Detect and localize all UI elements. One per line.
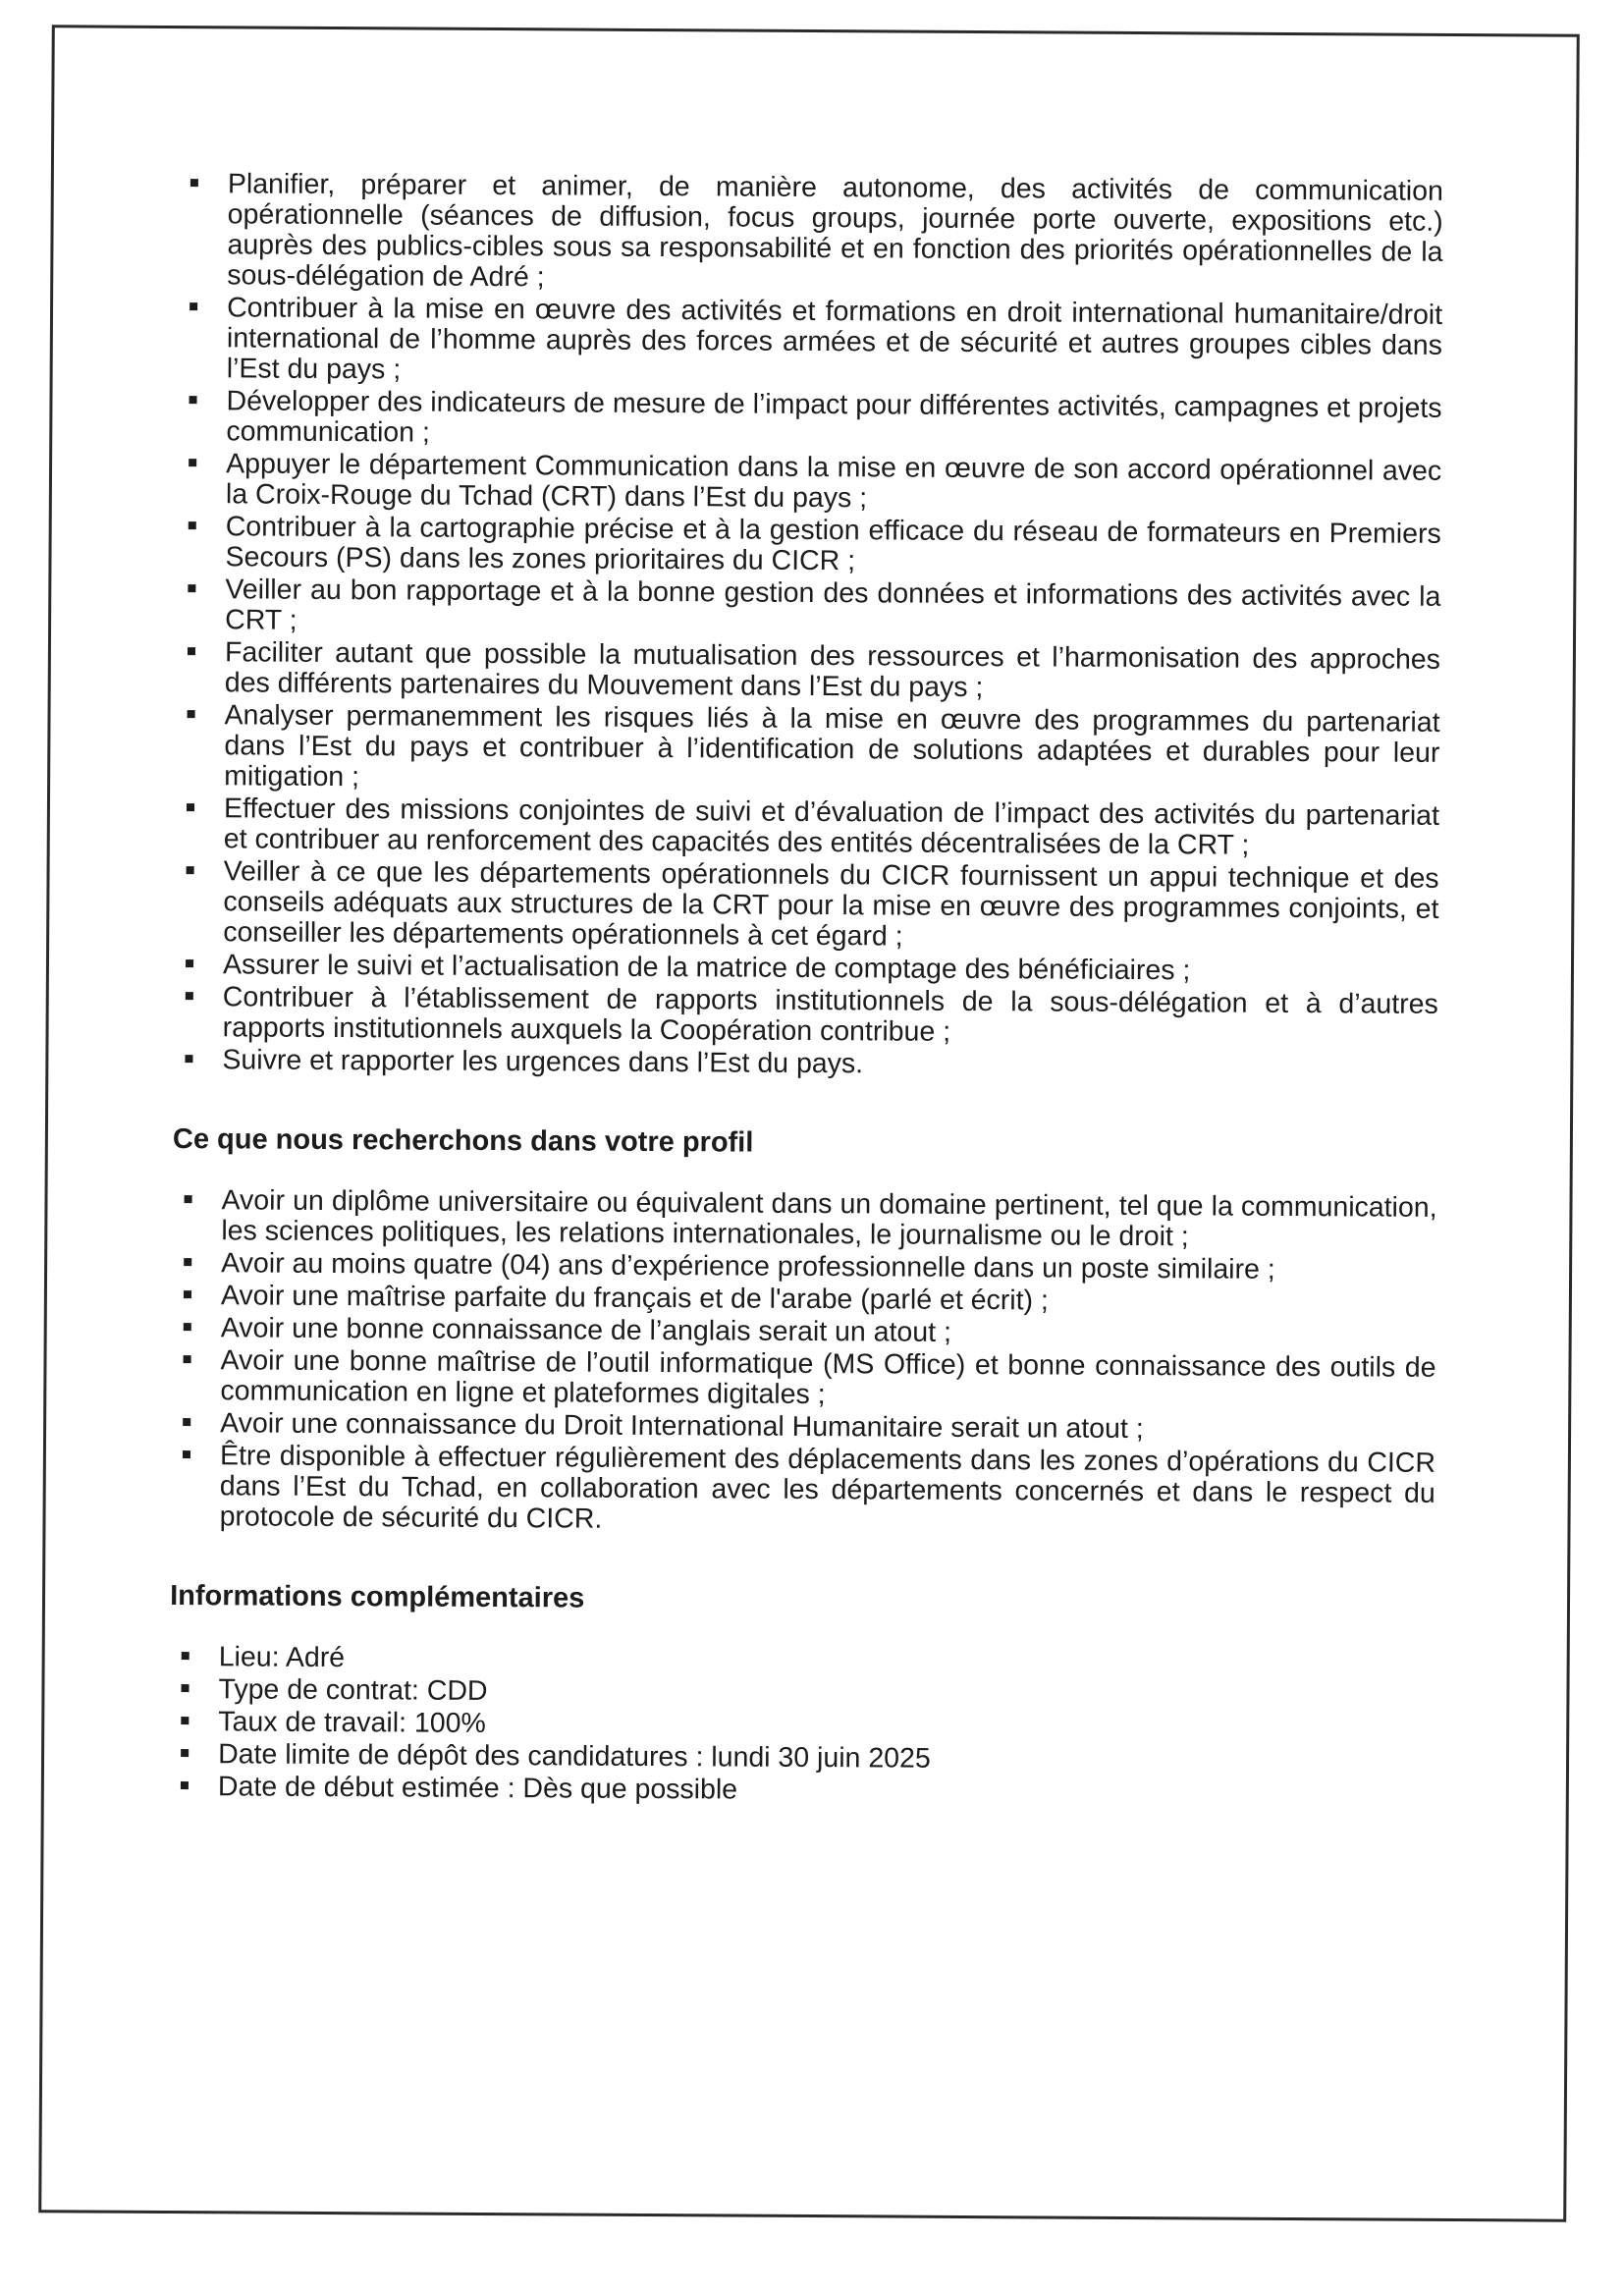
list-item: Faciliter autant que possible la mutualisation des ressources et l’harmonisation des approches des différents partenaires du Mouvement dans l’Est du pays ; <box>174 637 1440 706</box>
square-bullet-icon <box>188 710 195 718</box>
list-item: Avoir une maîtrise parfaite du français et de l'arabe (parlé et écrit) ; <box>170 1281 1436 1319</box>
profile-requirements-list <box>169 1185 1437 1540</box>
square-bullet-icon <box>186 992 193 1000</box>
square-bullet-icon <box>187 866 194 874</box>
document-body <box>167 169 1443 1812</box>
list-item: Contribuer à la cartographie précise et à la gestion efficace du réseau de formateurs en Premiers Secours (PS) dans les zones prioritaires du CICR ; <box>174 512 1440 580</box>
list-item: Type de contrat: CDD <box>167 1674 1434 1713</box>
square-bullet-icon <box>181 1717 189 1724</box>
list-item: Avoir un diplôme universitaire ou équivalent dans un domaine pertinent, tel que la communication, les sciences politiques, les relations internationales, le journalisme ou le droit ; <box>170 1185 1436 1254</box>
square-bullet-icon <box>182 1684 189 1692</box>
square-bullet-icon <box>181 1781 189 1789</box>
square-bullet-icon <box>189 302 197 310</box>
list-item: Avoir une connaissance du Droit International Humanitaire serait un atout ; <box>169 1408 1435 1447</box>
square-bullet-icon <box>184 1258 191 1266</box>
list-item: Taux de travail: 100% <box>167 1707 1434 1745</box>
list-item: Date de début estimée : Dès que possible <box>167 1772 1434 1810</box>
list-item: Contribuer à l’établissement de rapports institutionnels de la sous-délégation et à d’autres rapports institutionnels auxquels la Coopération contribue ; <box>172 982 1438 1051</box>
list-item: Effectuer des missions conjointes de suivi et d’évaluation de l’impact des activités du partenariat et contribuer au renforcement des capacités des entités décentralisées de la CRT ; <box>173 793 1439 862</box>
square-bullet-icon <box>184 1290 191 1298</box>
square-bullet-icon <box>183 1450 190 1458</box>
square-bullet-icon <box>189 459 196 466</box>
list-item: Veiller à ce que les départements opérationnels du CICR fournissent un appui technique et des conseils adéquats aux structures de la CRT pour la mise en œuvre des programmes conjoints, et conseiller les départements opérationnels à cet égard ; <box>172 856 1439 956</box>
responsibilities-list <box>171 169 1443 1083</box>
list-item: Développer des indicateurs de mesure de l’impact pour différentes activités, campagnes et projets communication ; <box>175 386 1441 455</box>
square-bullet-icon <box>188 647 195 655</box>
square-bullet-icon <box>185 1195 192 1203</box>
square-bullet-icon <box>187 803 194 811</box>
square-bullet-icon <box>189 521 196 529</box>
list-item: Avoir une bonne connaissance de l’anglais serait un atout ; <box>170 1313 1436 1351</box>
square-bullet-icon <box>189 396 197 404</box>
profile-section-title: Ce que nous recherchons dans votre profil <box>172 1122 754 1159</box>
square-bullet-icon <box>182 1652 189 1660</box>
list-item: Contribuer à la mise en œuvre des activités et formations en droit international humanitaire/droit international de l’homme auprès des forces armées et de sécurité et autres groupes cibles dans l’Est du pays ; <box>176 293 1443 392</box>
square-bullet-icon <box>181 1749 189 1757</box>
list-item: Appuyer le département Communication dans la mise en œuvre de son accord opérationnel avec la Croix-Rouge du Tchad (CRT) dans l’Est du pays ; <box>175 449 1441 518</box>
list-item: Assurer le suivi et l’actualisation de la matrice de comptage des bénéficiaires ; <box>172 950 1438 988</box>
list-item: Avoir une bonne maîtrise de l’outil informatique (MS Office) et bonne connaissance des outils de communication en ligne et plateformes digitales ; <box>169 1345 1435 1414</box>
square-bullet-icon <box>186 959 193 967</box>
square-bullet-icon <box>188 584 195 592</box>
list-item: Suivre et rapporter les urgences dans l’Est du pays. <box>171 1045 1437 1083</box>
square-bullet-icon <box>185 1055 192 1063</box>
square-bullet-icon <box>190 179 198 187</box>
list-item: Être disponible à effectuer régulièrement des déplacements dans les zones d’opérations du CICR dans l’Est du Tchad, en collaboration avec les départements concernés et dans le respect du protocole de sécurité du CICR. <box>169 1441 1436 1540</box>
list-item: Planifier, préparer et animer, de manière autonome, des activités de communication opérationnelle (séances de diffusion, focus groups, journée porte ouverte, expositions etc.) auprès des publics-cibles sous sa responsabilité et en fonction des priorités opérationnelles de la sous-délégation de Adré ; <box>176 169 1443 299</box>
list-item: Lieu: Adré <box>168 1642 1435 1680</box>
list-item: Date limite de dépôt des candidatures : lundi 30 juin 2025 <box>167 1739 1434 1777</box>
square-bullet-icon <box>184 1355 191 1363</box>
square-bullet-icon <box>183 1418 190 1426</box>
list-item: Avoir au moins quatre (04) ans d’expérience professionnelle dans un poste similaire ; <box>170 1248 1436 1286</box>
info-section-title: Informations complémentaires <box>170 1579 585 1614</box>
list-item: Analyser permanemment les risques liés à la mise en œuvre des programmes du partenariat dans l’Est du pays et contribuer à l’identification de solutions adaptées et durables pour leur mitigation ; <box>173 700 1440 799</box>
square-bullet-icon <box>184 1323 191 1331</box>
additional-info-list <box>167 1642 1435 1810</box>
list-item: Veiller au bon rapportage et à la bonne gestion des données et informations des activités avec la CRT ; <box>174 574 1440 643</box>
